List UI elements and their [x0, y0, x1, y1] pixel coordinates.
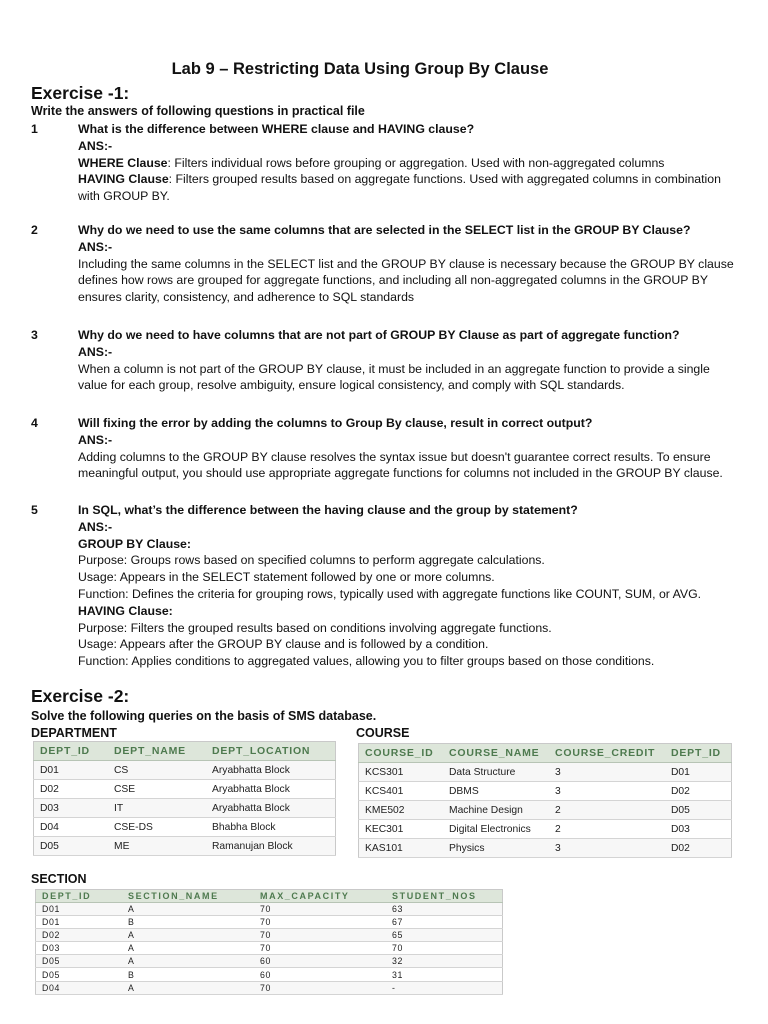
table-cell: KAS101 [359, 839, 444, 858]
table-cell: DBMS [443, 782, 549, 801]
department-label: DEPARTMENT [31, 726, 117, 740]
question-text: What is the difference between WHERE clause and HAVING clause? [78, 122, 475, 136]
table-cell: Aryabhatta Block [206, 761, 336, 780]
table-cell: A [122, 928, 254, 941]
table-cell: 70 [254, 942, 386, 955]
table-row [34, 799, 336, 818]
table-cell: D05 [665, 801, 732, 820]
exercise-1-heading: Exercise -1: [31, 83, 130, 103]
table-cell: 67 [386, 915, 503, 928]
question-number: 4 [31, 416, 38, 430]
section-label: SECTION [31, 872, 87, 886]
table-cell: 3 [549, 782, 665, 801]
column-header: DEPT_LOCATION [206, 742, 336, 761]
having-purpose: Purpose: Filters the grouped results based on conditions involving aggregate functions. [78, 620, 552, 635]
question-4 [31, 415, 741, 482]
groupby-purpose: Purpose: Groups rows based on specified columns to perform aggregate calculations. [78, 553, 545, 568]
question-number: 1 [31, 122, 38, 136]
having-text: : Filters grouped results based on aggregate functions. Used with aggregated columns in combination with GROUP BY. [78, 172, 721, 204]
table-cell: 70 [386, 942, 503, 955]
table-cell: Digital Electronics [443, 820, 549, 839]
having-heading: HAVING Clause: [78, 603, 173, 618]
table-cell: Data Structure [443, 763, 549, 782]
table-cell: 70 [254, 915, 386, 928]
table-row [36, 942, 503, 955]
table-cell: Machine Design [443, 801, 549, 820]
answer-label: ANS:- [78, 519, 113, 534]
table-row [34, 818, 336, 837]
table-cell: D05 [34, 837, 109, 856]
groupby-usage: Usage: Appears in the SELECT statement followed by one or more columns. [78, 570, 495, 585]
table-row [36, 968, 503, 981]
table-cell: D03 [665, 820, 732, 839]
table-cell: KCS301 [359, 763, 444, 782]
question-number: 3 [31, 328, 38, 342]
column-header: COURSE_ID [359, 744, 444, 763]
answer-text: Including the same columns in the SELECT list and the GROUP BY clause is necessary because the GROUP BY clause defines how rows are grouped for aggregate functions, and including all non-aggregated columns in the GROUP BY ensures clarity, consistency, and adherence to SQL standards [78, 256, 734, 305]
table-row [359, 782, 732, 801]
answer-text: When a column is not part of the GROUP BY clause, it must be included in an aggregate function to provide a single value for each group, resolve ambiguity, ensure logical consistency, and comply with SQL standards. [78, 361, 710, 393]
column-header: COURSE_CREDIT [549, 744, 665, 763]
column-header: STUDENT_NOS [386, 890, 503, 903]
exercise-2-heading: Exercise -2: [31, 686, 130, 706]
table-cell: A [122, 981, 254, 994]
table-row [34, 837, 336, 856]
table-cell: CSE-DS [108, 818, 206, 837]
column-header: DEPT_ID [36, 890, 123, 903]
question-1 [31, 121, 741, 205]
question-2 [31, 222, 741, 306]
table-cell: D01 [36, 915, 123, 928]
table-row [36, 915, 503, 928]
table-row [36, 981, 503, 994]
table-row [359, 763, 732, 782]
table-row [36, 955, 503, 968]
table-row [34, 780, 336, 799]
question-text: In SQL, what’s the difference between the having clause and the group by statement? [78, 503, 578, 517]
exercise-2-instruction: Solve the following queries on the basis of SMS database. [31, 709, 377, 723]
table-cell: 3 [549, 839, 665, 858]
table-cell: 70 [254, 981, 386, 994]
table-cell: D02 [665, 839, 732, 858]
table-cell: A [122, 955, 254, 968]
table-cell: D03 [36, 942, 123, 955]
table-cell: Aryabhatta Block [206, 799, 336, 818]
column-header: DEPT_NAME [108, 742, 206, 761]
table-cell: 63 [386, 902, 503, 915]
course-table [358, 743, 732, 858]
department-table [33, 741, 336, 856]
table-cell: - [386, 981, 503, 994]
table-cell: Aryabhatta Block [206, 780, 336, 799]
table-cell: B [122, 968, 254, 981]
column-header: MAX_CAPACITY [254, 890, 386, 903]
question-text: Will fixing the error by adding the columns to Group By clause, result in correct output? [78, 416, 593, 430]
table-cell: D04 [34, 818, 109, 837]
column-header: DEPT_ID [665, 744, 732, 763]
column-header: SECTION_NAME [122, 890, 254, 903]
answer-label: ANS:- [78, 239, 113, 254]
table-cell: Bhabha Block [206, 818, 336, 837]
table-cell: A [122, 902, 254, 915]
groupby-function: Function: Defines the criteria for grouping rows, typically used with aggregate functions like COUNT, SUM, or AVG. [78, 586, 702, 601]
table-cell: D01 [36, 902, 123, 915]
table-cell: ME [108, 837, 206, 856]
table-cell: KEC301 [359, 820, 444, 839]
table-cell: Ramanujan Block [206, 837, 336, 856]
having-usage: Usage: Appears after the GROUP BY clause and is followed by a condition. [78, 637, 489, 652]
question-text: Why do we need to use the same columns that are selected in the SELECT list in the GROUP BY Clause? [78, 223, 691, 237]
table-row [34, 761, 336, 780]
table-row [36, 928, 503, 941]
question-text: Why do we need to have columns that are not part of GROUP BY Clause as part of aggregate function? [78, 328, 680, 342]
groupby-heading: GROUP BY Clause: [78, 536, 191, 551]
answer-label: ANS:- [78, 138, 113, 153]
table-cell: 60 [254, 955, 386, 968]
answer-having [78, 171, 741, 205]
table-row [359, 801, 732, 820]
where-label: WHERE Clause [78, 155, 168, 170]
column-header: DEPT_ID [34, 742, 109, 761]
table-cell: 32 [386, 955, 503, 968]
table-cell: D01 [665, 763, 732, 782]
table-row [36, 902, 503, 915]
question-number: 2 [31, 223, 38, 237]
answer-text: Adding columns to the GROUP BY clause resolves the syntax issue but doesn't guarantee correct results. To ensure meaningful output, you should use appropriate aggregate functions for columns not included in the GROUP BY clause. [78, 449, 723, 481]
page-title: Lab 9 – Restricting Data Using Group By Clause [171, 60, 549, 78]
having-function: Function: Applies conditions to aggregated values, allowing you to filter groups based on those conditions. [78, 654, 655, 669]
answer-where [78, 155, 741, 172]
table-header-row [34, 742, 336, 761]
table-row [359, 839, 732, 858]
table-cell: D04 [36, 981, 123, 994]
table-cell: D02 [36, 928, 123, 941]
section-table [35, 889, 503, 995]
table-cell: D02 [34, 780, 109, 799]
answer-label: ANS:- [78, 432, 113, 447]
table-cell: D05 [36, 955, 123, 968]
table-cell: KCS401 [359, 782, 444, 801]
table-cell: D03 [34, 799, 109, 818]
question-5 [31, 502, 741, 670]
table-cell: 70 [254, 902, 386, 915]
table-cell: 3 [549, 763, 665, 782]
table-cell: A [122, 942, 254, 955]
table-cell: CSE [108, 780, 206, 799]
table-cell: KME502 [359, 801, 444, 820]
table-cell: 2 [549, 820, 665, 839]
table-cell: 65 [386, 928, 503, 941]
table-row [359, 820, 732, 839]
course-label: COURSE [356, 726, 410, 740]
table-cell: 60 [254, 968, 386, 981]
where-text: : Filters individual rows before grouping or aggregation. Used with non-aggregated columns [167, 155, 665, 170]
table-cell: 31 [386, 968, 503, 981]
table-cell: D01 [34, 761, 109, 780]
table-cell: 2 [549, 801, 665, 820]
table-cell: B [122, 915, 254, 928]
column-header: COURSE_NAME [443, 744, 549, 763]
table-cell: CS [108, 761, 206, 780]
table-cell: Physics [443, 839, 549, 858]
table-cell: D02 [665, 782, 732, 801]
question-3 [31, 327, 741, 394]
exercise-1-instruction: Write the answers of following questions in practical file [31, 104, 365, 118]
table-header-row [36, 890, 503, 903]
answer-label: ANS:- [78, 344, 113, 359]
table-cell: IT [108, 799, 206, 818]
table-cell: 70 [254, 928, 386, 941]
question-number: 5 [31, 503, 38, 517]
having-label: HAVING Clause [78, 172, 169, 187]
table-header-row [359, 744, 732, 763]
table-cell: D05 [36, 968, 123, 981]
